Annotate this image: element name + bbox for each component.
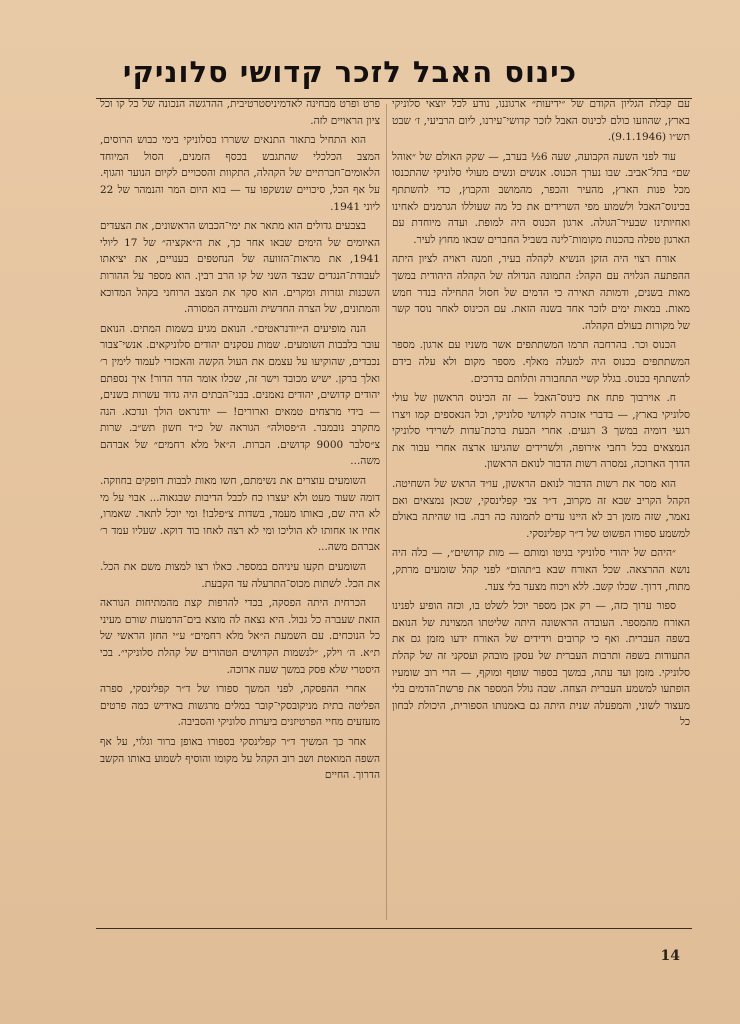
paragraph: השומעים עוצרים את נשימתם, חשו מאות לבבות דופקים בחוזקה. דומה שעוד מעט ולא יעצרו כח לכבל הדיבות שבגאוה... אבוי על מי לא היה שם, באותו מעמד, בשדות צ״פלבו! ומי יוכל לתאר. שאמרו, אחיו או אחותו לא הוליכו ומי לא רצה לאחו בוד דוקא. שעליו עמד ר׳ אברהם משה...	[100, 475, 380, 554]
paragraph: השומעים תקעו עיניהם במספר. כאלו רצו למצות משם את הכל. את הכל. לשתות מכוס־התרעלה עד הקבעת.	[100, 561, 380, 590]
paragraph: הכנוס וכר. בהרחבה תרמו המשתתפים אשר משניו עם ארגון. מספר המשתתפים בכנוס היה למעלה מאלף. מספר מקום ולא עלה בידם להשתתף בכנוס. בגלל קשיי התחבורה ותלותם בדרכים.	[392, 339, 690, 385]
footer-rule	[96, 928, 692, 929]
paragraph: אורח רצוי היה הזקן הנשיא לקהלה בעיר, וזמנה ראויה לציון היתה ההפתעה הגלויה עם הקהל: התמונה הגדולה של הקהלה היהודית במשך מאות בשנים, ודמותה תאירה כי הדמים של חסול התחילה בנדר חמש מאות. במאות ימים לזכר אחד בשנה הזאת. עם הכינוס לאחר נוסד קשר של מקורות בעולם הקהלה.	[392, 253, 690, 332]
paragraph: הוא מסר את רשות הדבור לנואם הראשון, עו״ד הראש של השחיטה. הקהל הקריב שבא זה מקרוב, ד״ר צבי קפלינסקי, שכאן נמצאים ואם נאמר, שזה מזמן רב לא היינו עדים לתמונה כה רבה. בזו שהיתה באולם למשמע ספורו הפשוט של ד״ר קפלינסקי.	[392, 478, 690, 540]
paragraph: הוא התחיל בתאור התנאים ששררו בסלוניקי בימי כבוש הרוסים, המצב הכלכלי שהתגבש בכסף הזמנים, הסול המיוחד הלאומים־חברתיים של הקהלה, התקוות והסכויים לקיום הנוער והגוף. על אף הכל, סיכויים שנשקפו עד — בוא היום המר והנמהר של 22 ליוני 1941.	[100, 134, 380, 213]
left-column	[100, 96, 380, 922]
paragraph: ח. אוירבוך פתח את כינוס־האבל — זה הכינוס הראשון של עולי סלוניקי בארץ, — בדברי אזכרה לקדושי סלוניקי, וכל הנאספים קמו ויצרו רגעי דומיה במשך 3 רגעים. אחרי הבעת ברכת־עדות לשרידי סלוניקי הנמצאים בכל רחבי אירופה, ולשרידים שהגיעו ארצה אחרי עבור את הדרך הארוכה, נמסרה רשות הדבור לנואם הראשון.	[392, 392, 690, 471]
paragraph: עם קבלת הגליון הקודם של ״ידיעות״ ארגוננו, נודע לכל יוצאי סלוניקי בארץ, שהוזעו כולם לכינוס האבל לזכר קדושי־עירנו, ליום הרביעי, ז׳ שבט תש״ו (9.1.1946).	[392, 98, 690, 144]
paragraph: פרט ופרט מבחינה לאדמיניסטרטיבית, ההדגשה הנכונה של כל קו וכל ציון הראויים לזה.	[100, 98, 380, 127]
page-number: 14	[660, 948, 680, 964]
paragraph: הנה מופיעים ה״יודנראטים״. הנואם מגיע בשמות המתים. הנואם עובר בלבבות השומעים. שמות עסקנים יהודים סלוניקאים. אנשי־צבור נכבדים, שהוקיעו על עצמם את העול הקשה והאכזרי לעמוד לימין ר׳ ואלך ברקן. ישיש מכובד וישר זה, שכלו אומר הדר הדור! איך נספתם יהודים קדושים, יהודים נאמנים. בבני־הבתים היה גדוד עשרות בשנים, — בידי מרצחים טמאים וארורים! — יודנראט הולך ונדכא. הנה מתקרב נובמבר. ה״פסולה״ הגוראה של כ״ד חשון תש״ב. שרות צ״סלבר 9000 קדושים. הברות. ה״אל מלא רחמים״ של אברהם משה...	[100, 322, 380, 468]
paragraph: עוד לפני השעה הקבועה, שעה 6½ בערב, — שקק האולם של ״אוהל שם״ בתל־אביב. שבו נערך הכנוס. אנשים ונשים מעולי סלוניקי שהתכנסו מכל פנות הארץ, מהעיר והכפר, מהמושב והקבוץ, כדי להשתתף בכינוס־האבל ולשמוע מפי השרידים את כל מה שעוללו הגרמנים לאחינו ואחיותינו שבעיר־הגולה. ארגון הכנוס היה למופת. ועדה מיוחדת עם הארגון טפלה בהכנות מקומות־לינה בשביל החברים שבאו מחוץ לעיר.	[392, 150, 690, 246]
paragraph: ״היהם של יהודי סלוניקי בגיטו ומותם — מות קדושים״, — כלה היה נושא ההרצאה. שכל האורח שבא ב״תהום״ לפני קהל שומעים מרתק, מתוח, דרוך. שכלו קשב. ללא ויכוח מצער בלי צער.	[392, 547, 690, 593]
column-divider	[386, 104, 387, 920]
paragraph: אחר כך המשיך ד״ר קפלינסקי בספורו באופן ברור וגלוי, על אף השפה המואטת ושב רוב הקהל על מקומו והוסיף לשמוע באותו הקשב הדרוך. החיים	[100, 735, 380, 782]
right-column	[392, 96, 690, 922]
paragraph: אחרי ההפסקה, לפני המשך ספורו של ד״ר קפלינסקי, ספרה הפליטה בתית מניקובסקי־קובר במלים מרגשות באידיש כמה פרטים מזעזעים מחיי הפרטיזנים ביערות סלוניקי והסביבה.	[100, 683, 380, 729]
paragraph: ספור ערוך כזה, — רק אכן מספר יוכל לשלט בו, וכזה הופיע לפנינו האורח מהמספר. העובדה הראשונה היתה שליטתו המצוינת של הנואם בשפה העברית. ואף כי קרובים וידידים של האורח ידעו מזמן גם את התעודות בשפה ותרבות העברית של עסקן מובהק ועסקני זה של קהלת סלוניקי. מזמן ועד עתה, במשך בספור שוטף ומוקף, — הרי רוב שומעיו הופתעו למשמע העברית הצחה. שבה גולל המספר את פרשת־הדמים בלי מעצור לשוני, והמפעלה שנית היתה גם באמנותו הספורית, היכולת לבחון כל	[392, 600, 690, 729]
paragraph: הכרחית היתה הפסקה, בכדי להרפות קצת מהמתיחות הנוראה הזאת שעברה כל גבול. היא נצאה לה מוצא בים־הדמעות שורם מעיני כל הנוכחים. עם השמעת ה״אל מלא רחמים״ ע״י החזן הראשי של ת״א. ה׳ וילק, ״לנשמות הקדושים הטהורים של קהלת סלוניקי״. בכי היסטרי שלא פסק במשך שעה ארוכה.	[100, 597, 380, 676]
article-headline: כינוס האבל לזכר קדושי סלוניקי	[122, 55, 578, 89]
paragraph: בצבעים גדולים הוא מתאר את ימי־הכבוש הראשונים, את הצעדים האיומים של הימים שבאו אחר כך, את ה״אקציה״ של 17 ליולי 1941, את מראות־הזוועה של הנחטפים בענויים, את יציאתו לעבודת־הנגדים שבצד השני של קו הרב רבין. הוא מספר על ההורות השכנות וגזרות ומקרים. הוא סקר את המצב הרוחני בקהל המדוכא והמתונים, של הצרה החדשית והעמידה המסורה.	[100, 220, 380, 316]
